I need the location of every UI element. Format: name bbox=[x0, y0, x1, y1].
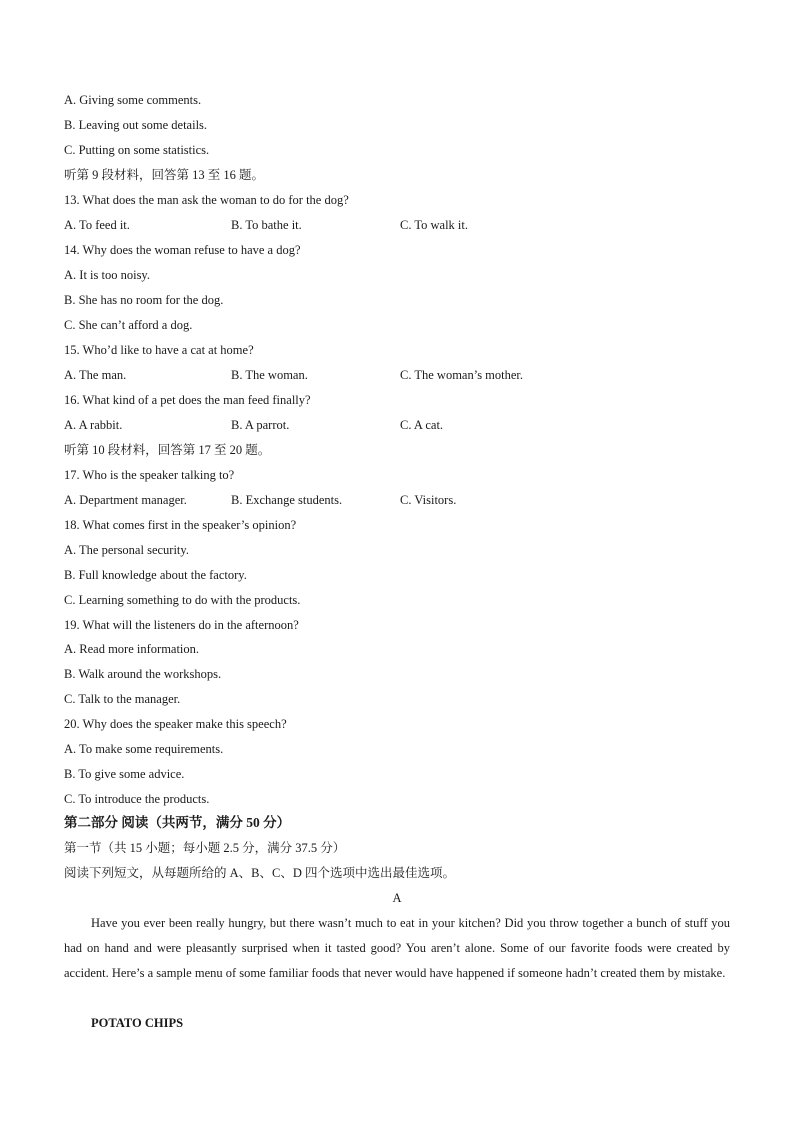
q14-option-b: B. She has no room for the dog. bbox=[64, 293, 224, 307]
q17-options bbox=[64, 492, 724, 508]
q17-stem: 17. Who is the speaker talking to? bbox=[64, 468, 235, 482]
passage-subheading: POTATO CHIPS bbox=[91, 1016, 184, 1030]
reading-instruction: 阅读下列短文，从每题所给的 A、B、C、D 四个选项中选出最佳选项。 bbox=[64, 866, 455, 880]
q13-stem: 13. What does the man ask the woman to do for the dog? bbox=[64, 193, 349, 207]
section9-instruction: 听第 9 段材料，回答第 13 至 16 题。 bbox=[64, 168, 265, 182]
q15-option-a: A. The man. bbox=[64, 368, 127, 382]
q13-option-b: B. To bathe it. bbox=[231, 218, 302, 232]
q16-option-a: A. A rabbit. bbox=[64, 418, 123, 432]
q14-option-c: C. She can’t afford a dog. bbox=[64, 318, 193, 332]
reading-section-title: 第一节（共 15 小题；每小题 2.5 分，满分 37.5 分） bbox=[64, 841, 346, 855]
q13-option-a: A. To feed it. bbox=[64, 218, 130, 232]
q19-option-b: B. Walk around the workshops. bbox=[64, 667, 222, 681]
q17-option-c: C. Visitors. bbox=[400, 493, 457, 507]
q16-stem: 16. What kind of a pet does the man feed finally? bbox=[64, 393, 311, 407]
q20-option-a: A. To make some requirements. bbox=[64, 742, 224, 756]
q15-stem: 15. Who’d like to have a cat at home? bbox=[64, 343, 254, 357]
q19-stem: 19. What will the listeners do in the afternoon? bbox=[64, 618, 299, 632]
passage-paragraph: Have you ever been really hungry, but there wasn’t much to eat in your kitchen? Did you throw together a bunch of stuff you had on hand and were pleasantly surprised when it tasted good? You aren’t alone. Some of our favorite foods were created by accident. Here’s a sample menu of some familiar foods that never would have happened if someone hadn’t created them by mistake. bbox=[64, 916, 730, 980]
q18-stem: 18. What comes first in the speaker’s opinion? bbox=[64, 518, 297, 532]
q15-options bbox=[64, 367, 724, 383]
q19-option-a: A. Read more information. bbox=[64, 642, 200, 656]
q20-option-b: B. To give some advice. bbox=[64, 767, 185, 781]
q18-option-b: B. Full knowledge about the factory. bbox=[64, 568, 247, 582]
q13-option-c: C. To walk it. bbox=[400, 218, 468, 232]
section10-instruction: 听第 10 段材料，回答第 17 至 20 题。 bbox=[64, 443, 271, 457]
q18-option-c: C. Learning something to do with the products. bbox=[64, 593, 301, 607]
q20-option-c: C. To introduce the products. bbox=[64, 792, 210, 806]
q16-option-b: B. A parrot. bbox=[231, 418, 290, 432]
passage-label: A bbox=[392, 891, 402, 905]
q12-option-c: C. Putting on some statistics. bbox=[64, 143, 210, 157]
q16-option-c: C. A cat. bbox=[400, 418, 444, 432]
q17-option-a: A. Department manager. bbox=[64, 493, 187, 507]
q12-option-b: B. Leaving out some details. bbox=[64, 118, 208, 132]
q19-option-c: C. Talk to the manager. bbox=[64, 692, 181, 706]
q13-options bbox=[64, 217, 724, 233]
q16-options bbox=[64, 417, 724, 433]
q18-option-a: A. The personal security. bbox=[64, 543, 189, 557]
q14-stem: 14. Why does the woman refuse to have a dog? bbox=[64, 243, 301, 257]
q17-option-b: B. Exchange students. bbox=[231, 493, 343, 507]
q15-option-b: B. The woman. bbox=[231, 368, 308, 382]
q15-option-c: C. The woman’s mother. bbox=[400, 368, 524, 382]
q14-option-a: A. It is too noisy. bbox=[64, 268, 150, 282]
q20-stem: 20. Why does the speaker make this speech? bbox=[64, 717, 287, 731]
q12-option-a: A. Giving some comments. bbox=[64, 93, 202, 107]
reading-part-title: 第二部分 阅读（共两节，满分 50 分） bbox=[64, 815, 291, 830]
